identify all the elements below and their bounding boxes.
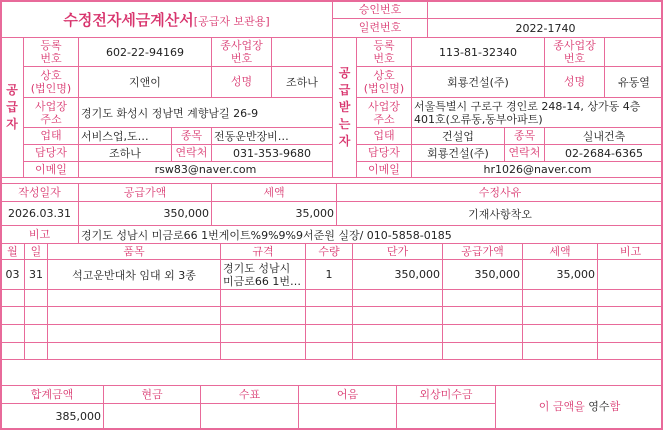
reason-value: 기재사항착오	[337, 202, 663, 226]
item-cell	[353, 325, 443, 343]
items-header-cell: 세액	[523, 244, 598, 260]
note-value: 경기도 성남시 미금로66 1번게이트%9%9%9서준원 실장/ 010-5858-0185	[79, 226, 663, 244]
cash-label: 현금	[104, 386, 201, 404]
credit-value	[397, 404, 496, 429]
supplier-rep: 조하나	[272, 67, 333, 98]
tax-label: 세액	[212, 184, 337, 202]
buyer-manager: 회룡건설(주)	[412, 145, 505, 162]
item-cell	[48, 325, 221, 343]
summary-table	[0, 183, 663, 244]
item-row	[1, 343, 663, 360]
item-cell	[353, 307, 443, 325]
date-label: 작성일자	[1, 184, 79, 202]
supplier-type-label: 업태	[24, 128, 79, 145]
item-cell: 350,000	[443, 260, 523, 290]
tax-value: 35,000	[212, 202, 337, 226]
supplier-item-label: 종목	[172, 128, 212, 145]
buyer-item-label: 종목	[505, 128, 545, 145]
buyer-side-label: 공 급 받 는 자	[333, 38, 357, 178]
total-value: 385,000	[1, 404, 104, 429]
item-cell: 35,000	[523, 260, 598, 290]
supplier-email: rsw83@naver.com	[79, 162, 333, 178]
claim-text: 이 금액을 영수함	[496, 386, 663, 429]
item-cell	[1, 343, 25, 360]
item-cell	[25, 290, 48, 307]
item-cell	[598, 325, 663, 343]
buyer-reg-label: 등록 번호	[357, 38, 412, 67]
item-cell	[306, 325, 353, 343]
buyer-manager-label: 담당자	[357, 145, 412, 162]
supplier-item: 전동운반장비…	[212, 128, 333, 145]
item-row	[1, 307, 663, 325]
item-cell	[353, 343, 443, 360]
item-cell	[306, 343, 353, 360]
item-cell	[443, 325, 523, 343]
item-cell: 03	[1, 260, 25, 290]
totals-table	[0, 385, 663, 429]
credit-label: 외상미수금	[397, 386, 496, 404]
item-cell	[306, 290, 353, 307]
supplier-reg-no: 602-22-94169	[79, 38, 212, 67]
supplier-email-label: 이메일	[24, 162, 79, 178]
check-label: 수표	[201, 386, 299, 404]
item-row	[1, 290, 663, 307]
buyer-rep: 유동열	[605, 67, 663, 98]
item-cell	[523, 290, 598, 307]
item-row	[1, 260, 663, 290]
supply-value: 350,000	[79, 202, 212, 226]
supplier-sub-no	[272, 38, 333, 67]
invoice-title: 수정전자세금계산서[공급자 보관용]	[1, 1, 333, 38]
item-cell	[221, 307, 306, 325]
supplier-addr-label: 사업장 주소	[24, 98, 79, 128]
items-header-cell: 단가	[353, 244, 443, 260]
supplier-name: 지앤이	[79, 67, 212, 98]
item-row	[1, 325, 663, 343]
item-cell	[25, 325, 48, 343]
item-cell	[598, 260, 663, 290]
item-cell	[306, 307, 353, 325]
buyer-sub-no	[605, 38, 663, 67]
promissory-label: 어음	[299, 386, 397, 404]
item-cell	[523, 325, 598, 343]
item-cell	[443, 290, 523, 307]
buyer-item: 실내건축	[545, 128, 663, 145]
item-cell	[1, 325, 25, 343]
item-cell	[443, 343, 523, 360]
item-cell	[48, 290, 221, 307]
items-header-cell: 월	[1, 244, 25, 260]
items-table	[0, 243, 663, 360]
buyer-contact: 02-2684-6365	[545, 145, 663, 162]
item-cell	[221, 325, 306, 343]
items-header-cell: 품목	[48, 244, 221, 260]
item-cell	[443, 307, 523, 325]
item-cell	[598, 343, 663, 360]
supply-label: 공급가액	[79, 184, 212, 202]
supplier-manager-label: 담당자	[24, 145, 79, 162]
item-cell	[523, 343, 598, 360]
items-header-cell: 수량	[306, 244, 353, 260]
item-cell	[598, 290, 663, 307]
buyer-addr: 서울특별시 구로구 경인로 248-14, 상가동 4층 401호(오류동,동부아파트)	[412, 98, 663, 128]
buyer-addr-label: 사업장 주소	[357, 98, 412, 128]
approval-label: 승인번호	[333, 1, 428, 19]
buyer-name: 회룡건설(주)	[412, 67, 545, 98]
supplier-reg-label: 등록 번호	[24, 38, 79, 67]
party-table	[0, 37, 663, 178]
item-cell	[598, 307, 663, 325]
item-cell: 1	[306, 260, 353, 290]
cash-value	[104, 404, 201, 429]
items-header-cell: 일	[25, 244, 48, 260]
title-table	[0, 0, 663, 38]
supplier-contact: 031-353-9680	[212, 145, 333, 162]
supplier-manager: 조하나	[79, 145, 172, 162]
item-cell	[48, 307, 221, 325]
item-cell	[1, 290, 25, 307]
approval-value	[428, 1, 663, 19]
serial-label: 일련번호	[333, 19, 428, 38]
supplier-addr: 경기도 화성시 정남면 계향남길 26-9	[79, 98, 333, 128]
supplier-sub-label: 종사업장 번호	[212, 38, 272, 67]
note-label: 비고	[1, 226, 79, 244]
buyer-name-label: 상호 (법인명)	[357, 67, 412, 98]
item-cell: 경기도 성남시 미금로66 1번…	[221, 260, 306, 290]
serial-value: 2022-1740	[428, 19, 663, 38]
item-cell	[353, 290, 443, 307]
item-cell	[48, 343, 221, 360]
check-value	[201, 404, 299, 429]
buyer-type-label: 업태	[357, 128, 412, 145]
item-cell: 350,000	[353, 260, 443, 290]
item-cell: 31	[25, 260, 48, 290]
buyer-type: 건설업	[412, 128, 505, 145]
items-header-cell: 규격	[221, 244, 306, 260]
supplier-contact-label: 연락처	[172, 145, 212, 162]
item-cell: 석고운반대차 임대 외 3종	[48, 260, 221, 290]
item-cell	[221, 343, 306, 360]
date-value: 2026.03.31	[1, 202, 79, 226]
buyer-email-label: 이메일	[357, 162, 412, 178]
buyer-reg-no: 113-81-32340	[412, 38, 545, 67]
item-cell	[523, 307, 598, 325]
buyer-rep-label: 성명	[545, 67, 605, 98]
item-cell	[1, 307, 25, 325]
buyer-contact-label: 연락처	[505, 145, 545, 162]
buyer-email: hr1026@naver.com	[412, 162, 663, 178]
promissory-value	[299, 404, 397, 429]
supplier-name-label: 상호 (법인명)	[24, 67, 79, 98]
supplier-side-label: 공 급 자	[1, 38, 24, 178]
items-header-cell: 공급가액	[443, 244, 523, 260]
reason-label: 수정사유	[337, 184, 663, 202]
supplier-type: 서비스업,도…	[79, 128, 172, 145]
total-label: 합계금액	[1, 386, 104, 404]
items-header-cell: 비고	[598, 244, 663, 260]
item-cell	[25, 307, 48, 325]
buyer-sub-label: 종사업장 번호	[545, 38, 605, 67]
supplier-rep-label: 성명	[212, 67, 272, 98]
item-cell	[221, 290, 306, 307]
item-cell	[25, 343, 48, 360]
